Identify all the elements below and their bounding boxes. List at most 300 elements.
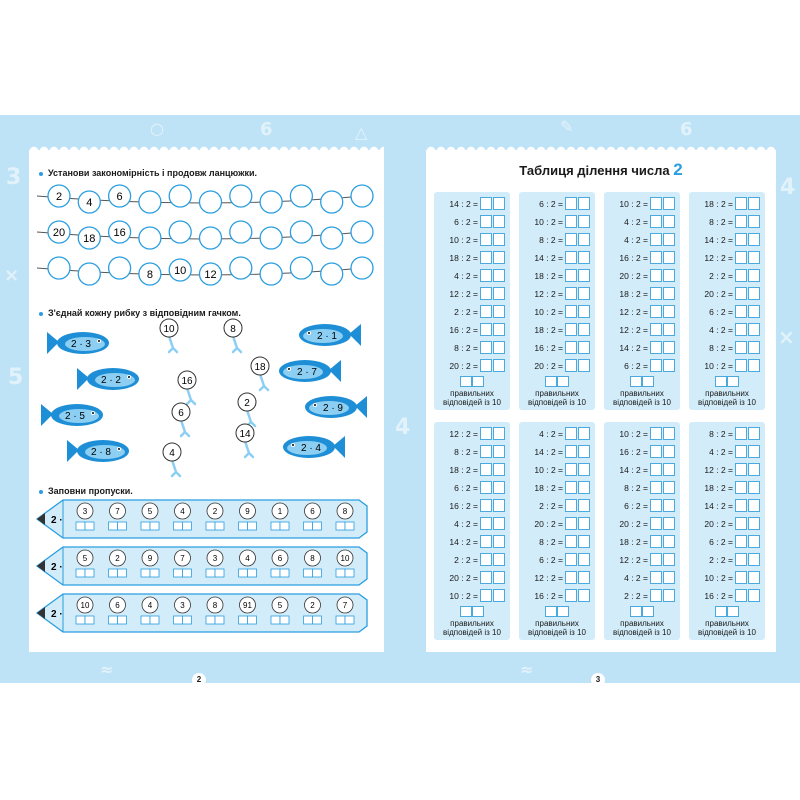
answer-box[interactable] [578, 553, 590, 566]
score-footer [604, 606, 680, 637]
score-box[interactable] [557, 606, 569, 617]
answer-box[interactable] [663, 517, 675, 530]
pencil-cell[interactable] [141, 597, 159, 624]
answer-box[interactable] [748, 341, 760, 354]
score-box[interactable] [545, 606, 557, 617]
score-box[interactable] [630, 606, 642, 617]
answer-box[interactable] [480, 571, 492, 584]
division-expression: 8 : 2 = [454, 447, 478, 457]
answer-box[interactable] [650, 481, 662, 494]
answer-box[interactable] [565, 323, 577, 336]
answer-box[interactable] [650, 589, 662, 602]
chain-bead[interactable] [200, 263, 222, 285]
answer-box[interactable] [493, 427, 505, 440]
score-box[interactable] [642, 606, 654, 617]
answer-box[interactable] [735, 323, 747, 336]
score-box[interactable] [642, 376, 654, 387]
answer-box[interactable] [748, 197, 760, 210]
answer-box[interactable] [735, 553, 747, 566]
answer-box[interactable] [578, 499, 590, 512]
pencil-cell[interactable] [109, 597, 127, 624]
chain-bead[interactable] [290, 185, 312, 207]
chain-bead[interactable] [78, 263, 100, 285]
division-expression: 18 : 2 = [449, 465, 478, 475]
answer-box[interactable] [480, 517, 492, 530]
pencil-number: 10 [340, 554, 350, 563]
deco-times-icon: × [4, 265, 20, 286]
chain-bead[interactable] [200, 227, 222, 249]
chain-bead[interactable] [48, 185, 70, 207]
division-row [604, 516, 680, 532]
answer-box[interactable] [565, 341, 577, 354]
answer-box[interactable] [735, 517, 747, 530]
answer-box[interactable] [480, 233, 492, 246]
pencil-cell[interactable] [271, 503, 289, 530]
answer-box[interactable] [748, 215, 760, 228]
hook-icon[interactable] [238, 393, 256, 426]
answer-box[interactable] [650, 535, 662, 548]
answer-box[interactable] [565, 589, 577, 602]
answer-box[interactable] [565, 233, 577, 246]
answer-box[interactable] [493, 305, 505, 318]
answer-box[interactable] [480, 427, 492, 440]
answer-box[interactable] [650, 571, 662, 584]
pencil-cell[interactable] [271, 597, 289, 624]
chain-bead[interactable] [260, 191, 282, 213]
answer-box[interactable] [480, 323, 492, 336]
answer-box[interactable] [480, 287, 492, 300]
score-box[interactable] [727, 606, 739, 617]
pencil-number: 4 [147, 601, 153, 610]
answer-box[interactable] [735, 341, 747, 354]
pencil-cell[interactable] [206, 503, 224, 530]
answer-box[interactable] [565, 251, 577, 264]
answer-box[interactable] [565, 571, 577, 584]
hook-icon[interactable] [172, 403, 190, 436]
answer-box[interactable] [480, 553, 492, 566]
pencil-cell[interactable] [76, 550, 94, 577]
answer-box[interactable] [493, 481, 505, 494]
answer-box[interactable] [493, 287, 505, 300]
answer-box[interactable] [578, 427, 590, 440]
chain-bead[interactable] [321, 227, 343, 249]
chain-bead[interactable] [321, 263, 343, 285]
score-footer [689, 606, 765, 637]
answer-box[interactable] [493, 535, 505, 548]
answer-box[interactable] [578, 341, 590, 354]
answer-box[interactable] [565, 427, 577, 440]
answer-box[interactable] [650, 553, 662, 566]
answer-box[interactable] [650, 305, 662, 318]
answer-box[interactable] [493, 251, 505, 264]
answer-box[interactable] [748, 323, 760, 336]
answer-box[interactable] [735, 445, 747, 458]
division-expression: 10 : 2 = [449, 235, 478, 245]
answer-box[interactable] [735, 251, 747, 264]
division-row [604, 196, 680, 212]
hook-icon[interactable] [178, 371, 196, 404]
answer-box[interactable] [480, 589, 492, 602]
answer-box[interactable] [663, 463, 675, 476]
division-expression: 4 : 2 = [454, 519, 478, 529]
chain-bead[interactable] [200, 191, 222, 213]
answer-box[interactable] [748, 445, 760, 458]
division-row [604, 340, 680, 356]
answer-box[interactable] [578, 323, 590, 336]
answer-box[interactable] [650, 445, 662, 458]
score-box[interactable] [557, 376, 569, 387]
answer-box[interactable] [493, 589, 505, 602]
answer-box[interactable] [663, 571, 675, 584]
division-expression: 20 : 2 = [704, 519, 733, 529]
answer-box[interactable] [748, 481, 760, 494]
answer-box[interactable] [578, 305, 590, 318]
fish-icon[interactable] [77, 368, 139, 390]
fish-icon[interactable] [305, 396, 367, 418]
chain-bead[interactable] [139, 191, 161, 213]
answer-box[interactable] [748, 553, 760, 566]
division-row [604, 552, 680, 568]
answer-box[interactable] [735, 589, 747, 602]
chain-bead[interactable] [230, 185, 252, 207]
score-box[interactable] [630, 376, 642, 387]
chain-bead[interactable] [139, 227, 161, 249]
pencil-number: 9 [147, 554, 153, 563]
chain-bead[interactable] [169, 259, 191, 281]
answer-box[interactable] [748, 305, 760, 318]
answer-box[interactable] [565, 517, 577, 530]
answer-box[interactable] [663, 445, 675, 458]
answer-box[interactable] [480, 305, 492, 318]
chain-bead[interactable] [260, 263, 282, 285]
answer-box[interactable] [748, 589, 760, 602]
answer-box[interactable] [578, 359, 590, 372]
chain-bead[interactable] [78, 227, 100, 249]
answer-box[interactable] [565, 499, 577, 512]
chain-bead[interactable] [169, 221, 191, 243]
pencil-cell[interactable] [239, 597, 257, 624]
fish-icon[interactable] [279, 360, 341, 382]
division-expression: 10 : 2 = [534, 465, 563, 475]
division-expression: 16 : 2 = [619, 447, 648, 457]
chain-bead[interactable] [139, 263, 161, 285]
answer-box[interactable] [493, 553, 505, 566]
answer-box[interactable] [480, 215, 492, 228]
answer-box[interactable] [650, 499, 662, 512]
division-row [434, 340, 510, 356]
answer-box[interactable] [578, 445, 590, 458]
division-expression: 16 : 2 = [534, 591, 563, 601]
answer-box[interactable] [480, 481, 492, 494]
pencil-cell[interactable] [271, 550, 289, 577]
answer-box[interactable] [650, 463, 662, 476]
division-row [434, 214, 510, 230]
answer-box[interactable] [748, 427, 760, 440]
score-box[interactable] [715, 376, 727, 387]
pencil-cell[interactable] [174, 550, 192, 577]
answer-box[interactable] [493, 463, 505, 476]
answer-box[interactable] [735, 499, 747, 512]
answer-box[interactable] [735, 197, 747, 210]
answer-box[interactable] [650, 323, 662, 336]
pencil-cell[interactable] [304, 597, 322, 624]
chain-bead[interactable] [109, 221, 131, 243]
score-box[interactable] [715, 606, 727, 617]
division-expression: 20 : 2 = [619, 519, 648, 529]
pencil-cell[interactable] [336, 597, 354, 624]
answer-box[interactable] [650, 197, 662, 210]
answer-box[interactable] [480, 499, 492, 512]
answer-box[interactable] [663, 287, 675, 300]
answer-box[interactable] [578, 463, 590, 476]
pencil-cell[interactable] [109, 550, 127, 577]
answer-box[interactable] [735, 481, 747, 494]
answer-box[interactable] [663, 269, 675, 282]
answer-box[interactable] [663, 251, 675, 264]
answer-box[interactable] [493, 571, 505, 584]
answer-box[interactable] [578, 287, 590, 300]
answer-box[interactable] [748, 463, 760, 476]
answer-box[interactable] [578, 269, 590, 282]
answer-box[interactable] [565, 481, 577, 494]
answer-box[interactable] [650, 233, 662, 246]
pencil-cell[interactable] [336, 503, 354, 530]
answer-box[interactable] [565, 553, 577, 566]
division-row [604, 480, 680, 496]
answer-box[interactable] [565, 535, 577, 548]
answer-box[interactable] [565, 359, 577, 372]
answer-box[interactable] [565, 197, 577, 210]
answer-box[interactable] [565, 287, 577, 300]
score-box[interactable] [472, 606, 484, 617]
division-row [519, 232, 595, 248]
pencil-number: 3 [180, 601, 185, 610]
division-expression: 8 : 2 = [454, 343, 478, 353]
answer-box[interactable] [480, 359, 492, 372]
spiral-edge [29, 144, 384, 151]
answer-box[interactable] [578, 233, 590, 246]
answer-box[interactable] [663, 323, 675, 336]
pencil-cell[interactable] [76, 597, 94, 624]
division-row [519, 426, 595, 442]
pencil-row [37, 500, 367, 538]
score-box[interactable] [460, 376, 472, 387]
answer-box[interactable] [663, 589, 675, 602]
division-row [434, 498, 510, 514]
answer-box[interactable] [650, 517, 662, 530]
answer-box[interactable] [578, 197, 590, 210]
answer-box[interactable] [480, 197, 492, 210]
answer-box[interactable] [735, 535, 747, 548]
chain-bead[interactable] [321, 191, 343, 213]
answer-box[interactable] [748, 535, 760, 548]
answer-box[interactable] [578, 517, 590, 530]
fish-icon[interactable] [299, 324, 361, 346]
answer-box[interactable] [565, 445, 577, 458]
answer-box[interactable] [735, 427, 747, 440]
answer-box[interactable] [578, 589, 590, 602]
pencil-cell[interactable] [174, 503, 192, 530]
pencil-cell[interactable] [141, 550, 159, 577]
answer-box[interactable] [748, 269, 760, 282]
hook-icon[interactable] [160, 319, 178, 352]
answer-box[interactable] [493, 215, 505, 228]
score-label-line2: відповідей із 10 [698, 628, 756, 637]
pencil-cell[interactable] [304, 503, 322, 530]
answer-box[interactable] [748, 251, 760, 264]
answer-box[interactable] [748, 571, 760, 584]
answer-box[interactable] [650, 215, 662, 228]
answer-box[interactable] [565, 269, 577, 282]
division-card [519, 422, 595, 640]
pencil-cell[interactable] [76, 503, 94, 530]
answer-box[interactable] [493, 341, 505, 354]
answer-box[interactable] [748, 499, 760, 512]
answer-box[interactable] [493, 233, 505, 246]
answer-box[interactable] [663, 553, 675, 566]
chain-bead[interactable] [48, 221, 70, 243]
answer-box[interactable] [480, 463, 492, 476]
chain-bead[interactable] [48, 257, 70, 279]
chain-bead[interactable] [351, 185, 373, 207]
answer-box[interactable] [578, 481, 590, 494]
answer-box[interactable] [480, 341, 492, 354]
hook-icon[interactable] [224, 319, 242, 352]
answer-box[interactable] [663, 197, 675, 210]
chain-bead[interactable] [109, 185, 131, 207]
answer-box[interactable] [493, 359, 505, 372]
answer-box[interactable] [735, 287, 747, 300]
fish-label: 2 · 2 [100, 375, 122, 386]
pencil-cell[interactable] [239, 503, 257, 530]
answer-box[interactable] [663, 535, 675, 548]
answer-box[interactable] [565, 463, 577, 476]
division-row [604, 462, 680, 478]
score-box[interactable] [727, 376, 739, 387]
answer-box[interactable] [663, 305, 675, 318]
answer-box[interactable] [663, 499, 675, 512]
pencil-cell[interactable] [109, 503, 127, 530]
answer-box[interactable] [480, 535, 492, 548]
pencil-cell[interactable] [206, 550, 224, 577]
answer-box[interactable] [565, 305, 577, 318]
score-footer [519, 606, 595, 637]
answer-box[interactable] [578, 535, 590, 548]
answer-box[interactable] [663, 215, 675, 228]
division-expression: 16 : 2 = [449, 501, 478, 511]
chain-bead[interactable] [351, 257, 373, 279]
pencil-cell[interactable] [141, 503, 159, 530]
pencil-number: 5 [147, 507, 153, 516]
answer-box[interactable] [663, 481, 675, 494]
score-box[interactable] [460, 606, 472, 617]
fish-icon[interactable] [67, 440, 129, 462]
answer-box[interactable] [650, 359, 662, 372]
division-row [689, 480, 765, 496]
division-expression: 10 : 2 = [704, 361, 733, 371]
answer-box[interactable] [748, 517, 760, 530]
answer-box[interactable] [735, 463, 747, 476]
chain-bead[interactable] [109, 257, 131, 279]
answer-box[interactable] [493, 323, 505, 336]
answer-box[interactable] [578, 251, 590, 264]
pencil-cell[interactable] [174, 597, 192, 624]
pencil-cell[interactable] [239, 550, 257, 577]
chain-bead[interactable] [290, 257, 312, 279]
division-row [434, 304, 510, 320]
answer-box[interactable] [493, 445, 505, 458]
pencil-exercises [29, 496, 384, 651]
answer-box[interactable] [650, 341, 662, 354]
hook-icon[interactable] [163, 443, 181, 476]
hook-icon[interactable] [251, 357, 269, 390]
answer-box[interactable] [735, 305, 747, 318]
pencil-number: 6 [310, 507, 315, 516]
answer-box[interactable] [650, 251, 662, 264]
division-row [604, 588, 680, 604]
answer-box[interactable] [650, 427, 662, 440]
answer-box[interactable] [578, 571, 590, 584]
deco-approx-icon-2: ≈ [520, 660, 534, 679]
chain-bead[interactable] [351, 221, 373, 243]
hook-icon[interactable] [236, 424, 254, 457]
fish-icon[interactable] [47, 332, 109, 354]
fish-icon[interactable] [41, 404, 103, 426]
answer-box[interactable] [748, 359, 760, 372]
pencil-cell[interactable] [206, 597, 224, 624]
chain-bead[interactable] [169, 185, 191, 207]
chain-bead[interactable] [78, 191, 100, 213]
answer-box[interactable] [663, 233, 675, 246]
page-number: 2 [192, 673, 206, 683]
answer-box[interactable] [650, 287, 662, 300]
answer-box[interactable] [480, 445, 492, 458]
chain-bead[interactable] [260, 227, 282, 249]
chain-bead[interactable] [230, 221, 252, 243]
answer-box[interactable] [663, 359, 675, 372]
answer-box[interactable] [748, 233, 760, 246]
answer-box[interactable] [735, 571, 747, 584]
answer-box[interactable] [663, 427, 675, 440]
pencil-cell[interactable] [336, 550, 354, 577]
score-box[interactable] [472, 376, 484, 387]
score-box[interactable] [545, 376, 557, 387]
division-row [689, 304, 765, 320]
answer-box[interactable] [480, 269, 492, 282]
answer-box[interactable] [578, 215, 590, 228]
answer-box[interactable] [663, 341, 675, 354]
answer-box[interactable] [735, 269, 747, 282]
answer-box[interactable] [480, 251, 492, 264]
division-expression: 16 : 2 = [619, 253, 648, 263]
answer-box[interactable] [735, 233, 747, 246]
answer-box[interactable] [735, 215, 747, 228]
answer-box[interactable] [735, 359, 747, 372]
score-label-line2: відповідей із 10 [528, 628, 586, 637]
answer-box[interactable] [748, 287, 760, 300]
chain-bead[interactable] [290, 221, 312, 243]
answer-box[interactable] [650, 269, 662, 282]
chain-bead[interactable] [230, 257, 252, 279]
answer-box[interactable] [493, 269, 505, 282]
answer-box[interactable] [493, 197, 505, 210]
pencil-cell[interactable] [304, 550, 322, 577]
answer-box[interactable] [493, 499, 505, 512]
answer-box[interactable] [565, 215, 577, 228]
fish-icon[interactable] [283, 436, 345, 458]
division-row [689, 534, 765, 550]
answer-box[interactable] [493, 517, 505, 530]
